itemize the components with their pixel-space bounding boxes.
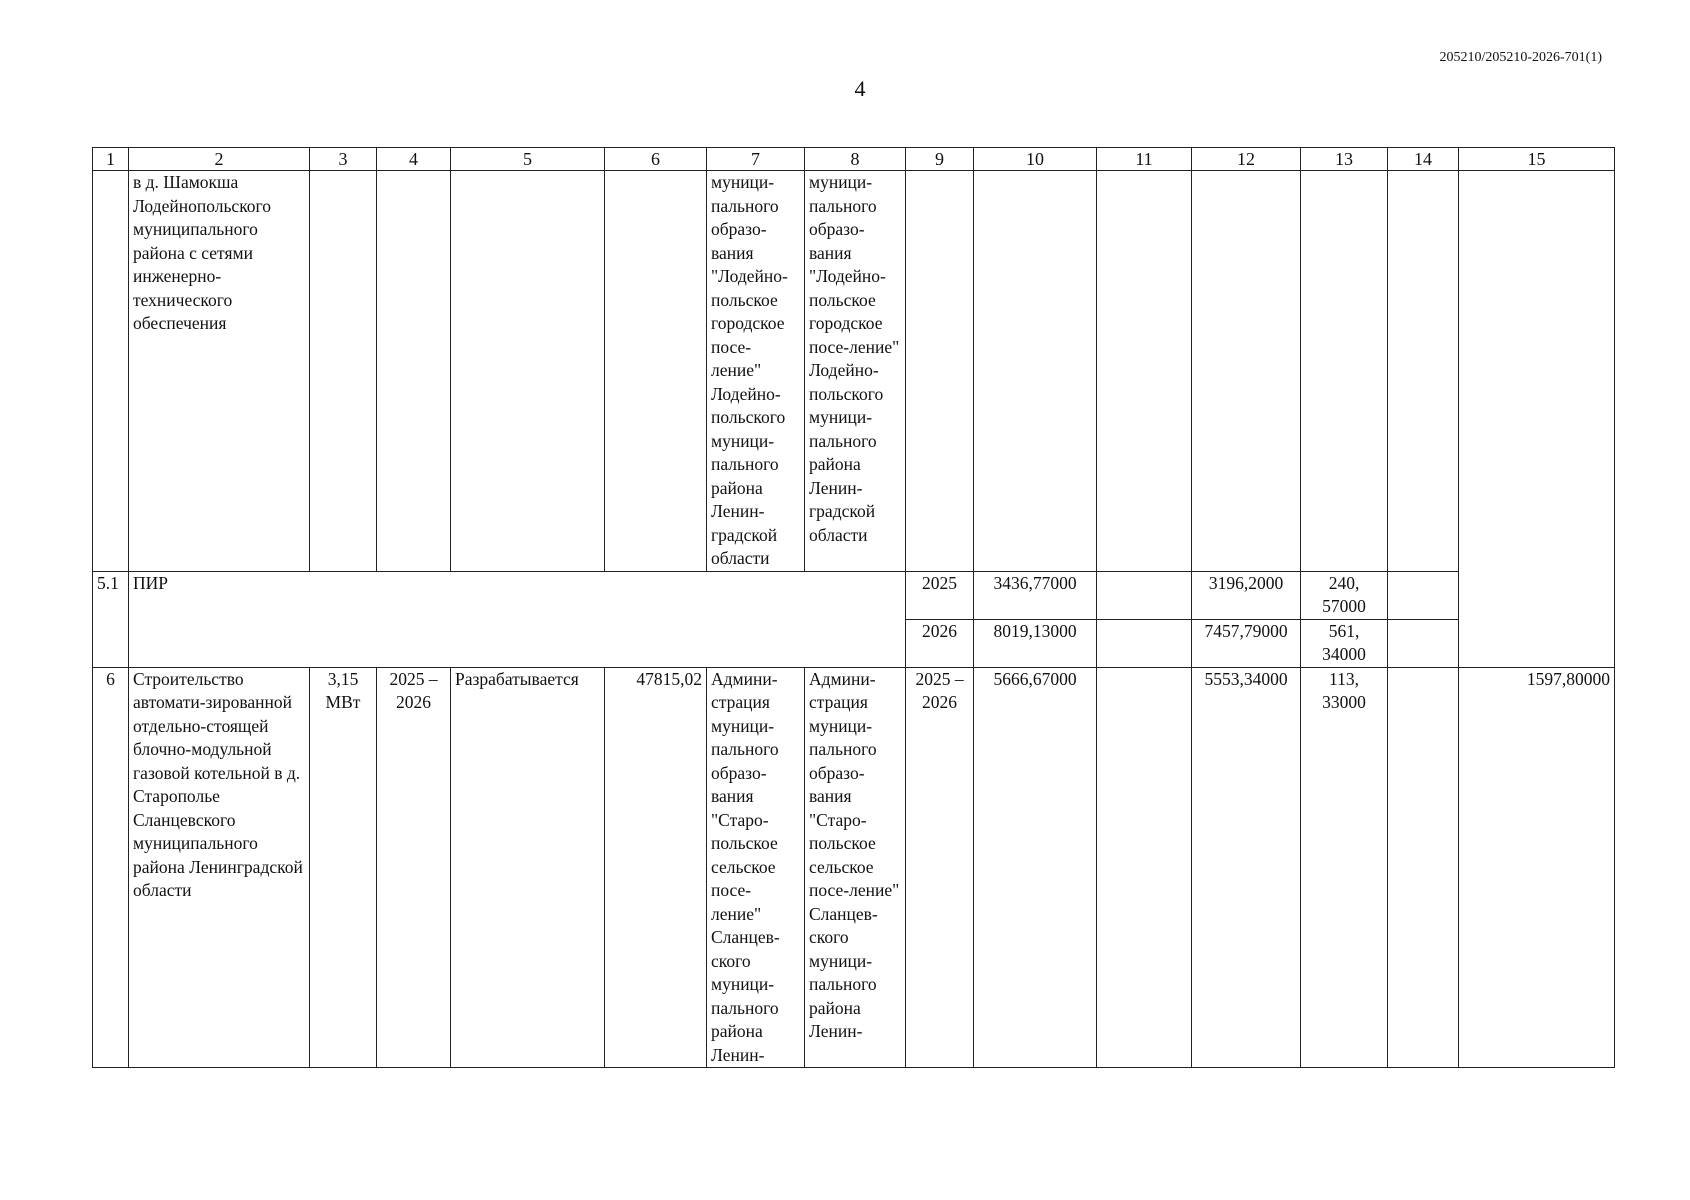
cell-status-6: Разрабатывается: [451, 667, 605, 1068]
cell-federal-6: [1097, 667, 1192, 1068]
header-col-14: 14: [1388, 148, 1459, 171]
cell-col14: [1388, 171, 1459, 572]
cell-local-2025: 240, 57000: [1301, 571, 1388, 619]
cell-local-6: 113, 33000: [1301, 667, 1388, 1068]
header-col-6: 6: [605, 148, 707, 171]
cell-developer: муници-пального образо-вания "Лодейно-польское городское посе-ление" Лодейно-польского муници-пального района Ленин-градской области: [805, 171, 906, 572]
cell-num-5-1: 5.1: [93, 571, 129, 667]
cell-period-6: 2025 – 2026: [377, 667, 451, 1068]
cell-capacity: [310, 171, 377, 572]
cell-regional-6: 5553,34000: [1192, 667, 1301, 1068]
header-col-4: 4: [377, 148, 451, 171]
header-col-12: 12: [1192, 148, 1301, 171]
cell-cost-6: 47815,02: [605, 667, 707, 1068]
cell-customer: муници-пального образо-вания "Лодейно-польское городское посе-ление" Лодейно-польского муници-пального района Ленин-градской области: [707, 171, 805, 572]
cell-regional: [1192, 171, 1301, 572]
cell-local-2026: 561, 34000: [1301, 619, 1388, 667]
page-number: 4: [854, 76, 866, 101]
table-row-continuation: [93, 171, 1615, 572]
header-col-9: 9: [906, 148, 974, 171]
cell-federal: [1097, 171, 1192, 572]
cell-col14-2025: [1388, 571, 1459, 619]
cell-federal-2025: [1097, 571, 1192, 619]
header-col-11: 11: [1097, 148, 1192, 171]
header-col-13: 13: [1301, 148, 1388, 171]
cell-local: [1301, 171, 1388, 572]
table-row-5-1-2025: [93, 571, 1615, 619]
cell-year-2025: 2025: [906, 571, 974, 619]
cell-object-name: в д. Шамокша Лодейнопольского муниципального района с сетями инженерно-технического обеспечения: [129, 171, 310, 572]
cell-cost: [605, 171, 707, 572]
header-row: [93, 148, 1615, 171]
cell-customer-6: Админи-страция муници-пального образо-вания "Старо-польское сельское посе-ление" Сланцев-ского муници-пального района Ленин-: [707, 667, 805, 1068]
cell-col14-6: [1388, 667, 1459, 1068]
cell-col15-6: 1597,80000: [1459, 667, 1615, 1068]
cell-total-6: 5666,67000: [974, 667, 1097, 1068]
cell-year-2026: 2026: [906, 619, 974, 667]
cell-object-name-6: Строительство автомати-зированной отдельно-стоящей блочно-модульной газовой котельной в д. Старополье Сланцевского муниципального района Ленинградской области: [129, 667, 310, 1068]
cell-total-2025: 3436,77000: [974, 571, 1097, 619]
cell-total: [974, 171, 1097, 572]
header-col-3: 3: [310, 148, 377, 171]
cell-num-6: 6: [93, 667, 129, 1068]
header-col-15: 15: [1459, 148, 1615, 171]
document-id: 205210/205210-2026-701(1): [1439, 50, 1602, 65]
header-col-10: 10: [974, 148, 1097, 171]
cell-regional-2026: 7457,79000: [1192, 619, 1301, 667]
cell-col15: [1459, 171, 1615, 668]
header-col-1: 1: [93, 148, 129, 171]
investment-table: [92, 147, 1615, 1068]
cell-status: [451, 171, 605, 572]
cell-col14-2026: [1388, 619, 1459, 667]
header-col-5: 5: [451, 148, 605, 171]
cell-num: [93, 171, 129, 572]
cell-years: [906, 171, 974, 572]
cell-period: [377, 171, 451, 572]
cell-total-2026: 8019,13000: [974, 619, 1097, 667]
table-row-6: [93, 667, 1615, 1068]
cell-label-pir: ПИР: [129, 571, 906, 667]
header-col-8: 8: [805, 148, 906, 171]
cell-developer-6: Админи-страция муници-пального образо-вания "Старо-польское сельское посе-ление" Сланцев-ского муници-пального района Ленин-: [805, 667, 906, 1068]
cell-federal-2026: [1097, 619, 1192, 667]
cell-regional-2025: 3196,2000: [1192, 571, 1301, 619]
header-col-2: 2: [129, 148, 310, 171]
cell-capacity-6: 3,15 МВт: [310, 667, 377, 1068]
cell-years-6: 2025 – 2026: [906, 667, 974, 1068]
header-col-7: 7: [707, 148, 805, 171]
